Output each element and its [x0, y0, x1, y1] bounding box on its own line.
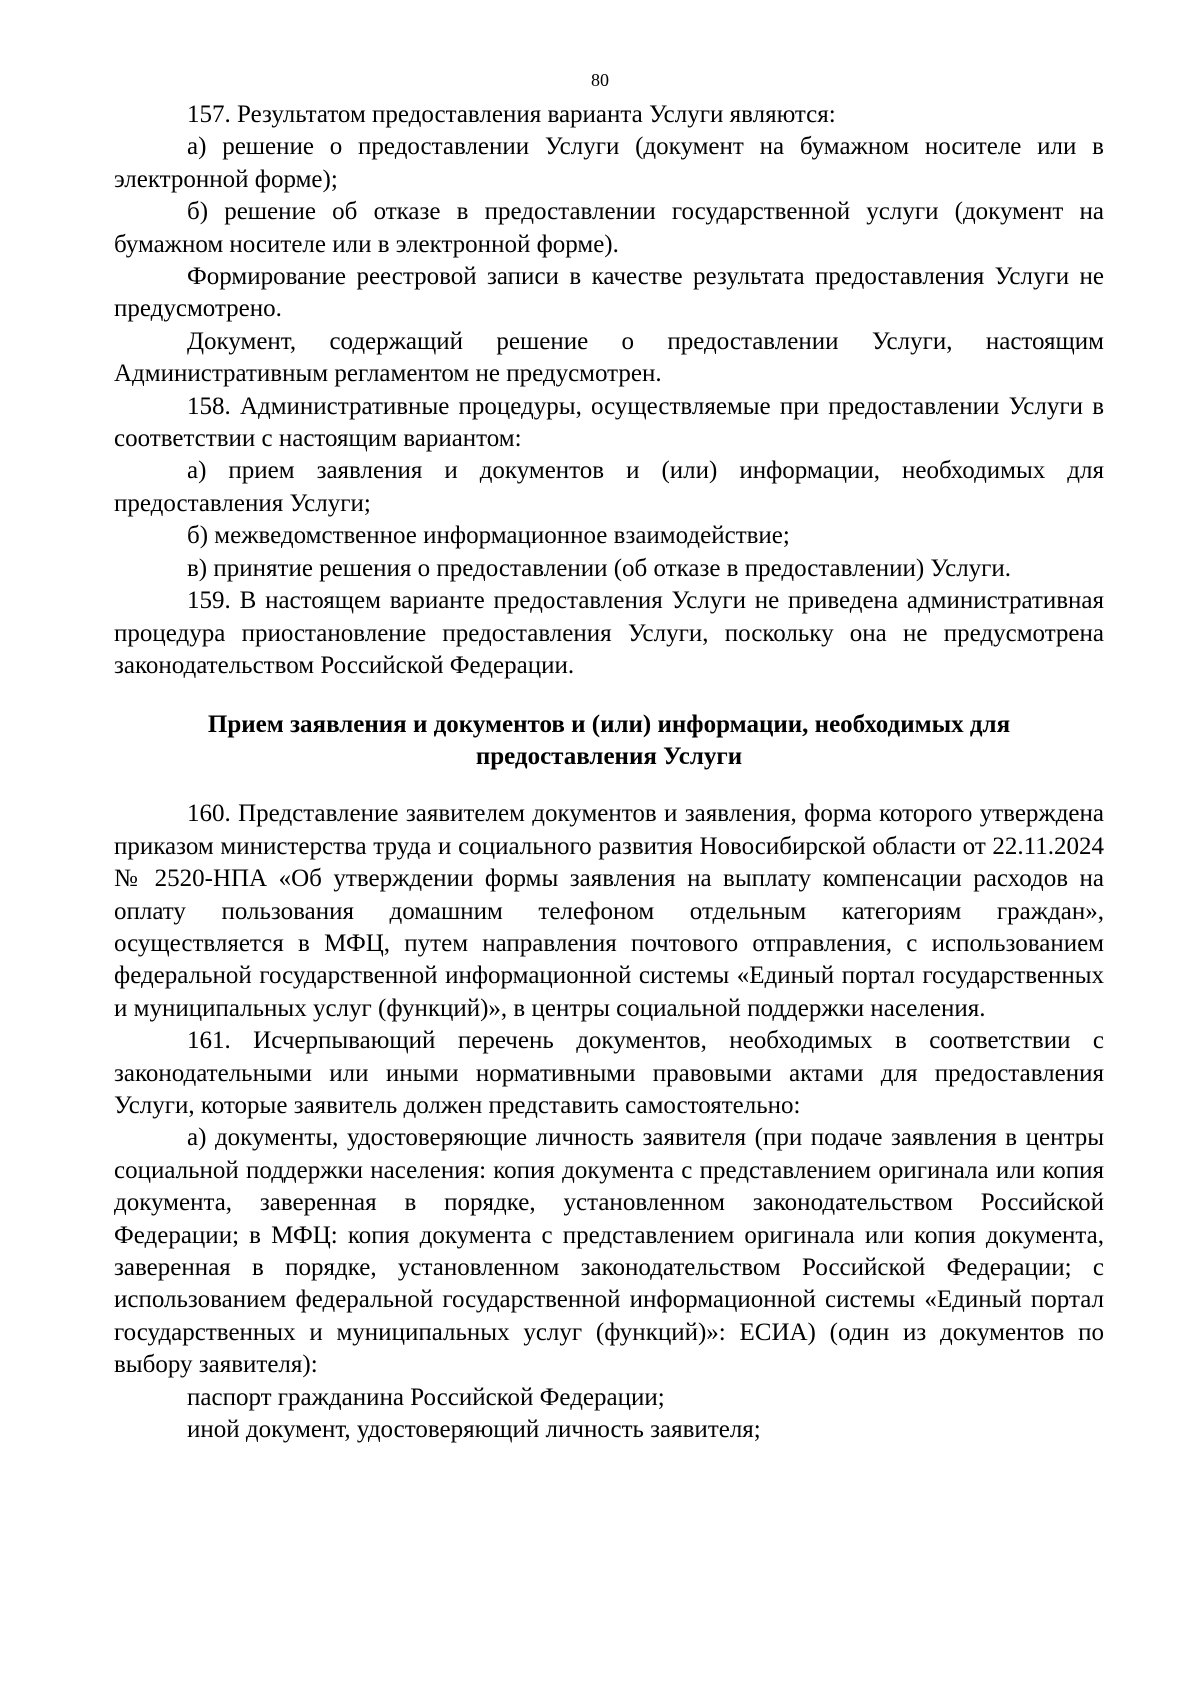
section-heading — [114, 709, 1104, 773]
paragraph-decision-document: Документ, содержащий решение о предоставлении Услуги, настоящим Административным регламентом не предусмотрен. — [114, 327, 1104, 388]
paragraph-157: 157. Результатом предоставления варианта Услуги являются: — [187, 101, 836, 128]
page-number: 80 — [591, 70, 609, 90]
paragraph-161: 161. Исчерпывающий перечень документов, необходимых в соответствии с законодательными или иными нормативными правовыми актами для предоставления Услуги, которые заявитель должен представить самостоятельно: — [114, 1027, 1104, 1119]
section-heading-line-2: предоставления Услуги — [475, 743, 743, 771]
paragraph-159: 159. В настоящем варианте предоставления Услуги не приведена административная процедура приостановление предоставления Услуги, поскольку она не предусмотрена законодательством Российской Федерации. — [114, 587, 1104, 679]
paragraph-160: 160. Представление заявителем документов и заявления, форма которого утверждена приказом министерства труда и социального развития Новосибирской области от 22.11.2024 № 2520-НПА «Об утверждении формы заявления на выплату компенсации расходов на оплату пользования домашним телефоном отдельным категориям граждан», осуществляется в МФЦ, путем направления почтового отправления, с использованием федеральной государственной информационной системы «Единый портал государственных и муниципальных услуг (функций)», в центры социальной поддержки населения. — [114, 800, 1104, 1022]
paragraph-158: 158. Административные процедуры, осуществляемые при предоставлении Услуги в соответствии с настоящим вариантом: — [114, 392, 1104, 453]
paragraph-161-a: а) документы, удостоверяющие личность заявителя (при подаче заявления в центры социальной поддержки населения: копия документа с представлением оригинала или копия документа, заверенная в порядке, установленном законодательством Российской Федерации; в МФЦ: копия документа с представлением оригинала или копия документа, заверенная в порядке, установленном законодательством Российской Федерации; с использованием федеральной государственной информационной системы «Единый портал государственных и муниципальных услуг (функций)»: ЕСИА) (один из документов по выбору заявителя): — [114, 1124, 1104, 1379]
paragraph-158-c: в) принятие решения о предоставлении (об отказе в предоставлении) Услуги. — [187, 554, 1012, 582]
section-heading-line-1: Прием заявления и документов и (или) информации, необходимых для — [207, 711, 1011, 739]
paragraph-157-a: а) решение о предоставлении Услуги (документ на бумажном носителе или в электронной форме); — [114, 133, 1104, 193]
paragraph-registry-record: Формирование реестровой записи в качестве результата предоставления Услуги не предусмотрено. — [114, 263, 1104, 323]
paragraph-158-a: а) прием заявления и документов и (или) информации, необходимых для предоставления Услуги; — [114, 457, 1104, 517]
list-item-passport: паспорт гражданина Российской Федерации; — [187, 1383, 665, 1411]
paragraph-157-b: б) решение об отказе в предоставлении государственной услуги (документ на бумажном носителе или в электронной форме). — [114, 198, 1104, 258]
list-item-other-id-document: иной документ, удостоверяющий личность заявителя; — [187, 1416, 761, 1444]
paragraph-158-b: б) межведомственное информационное взаимодействие; — [187, 522, 790, 550]
document-body — [114, 99, 1104, 1446]
